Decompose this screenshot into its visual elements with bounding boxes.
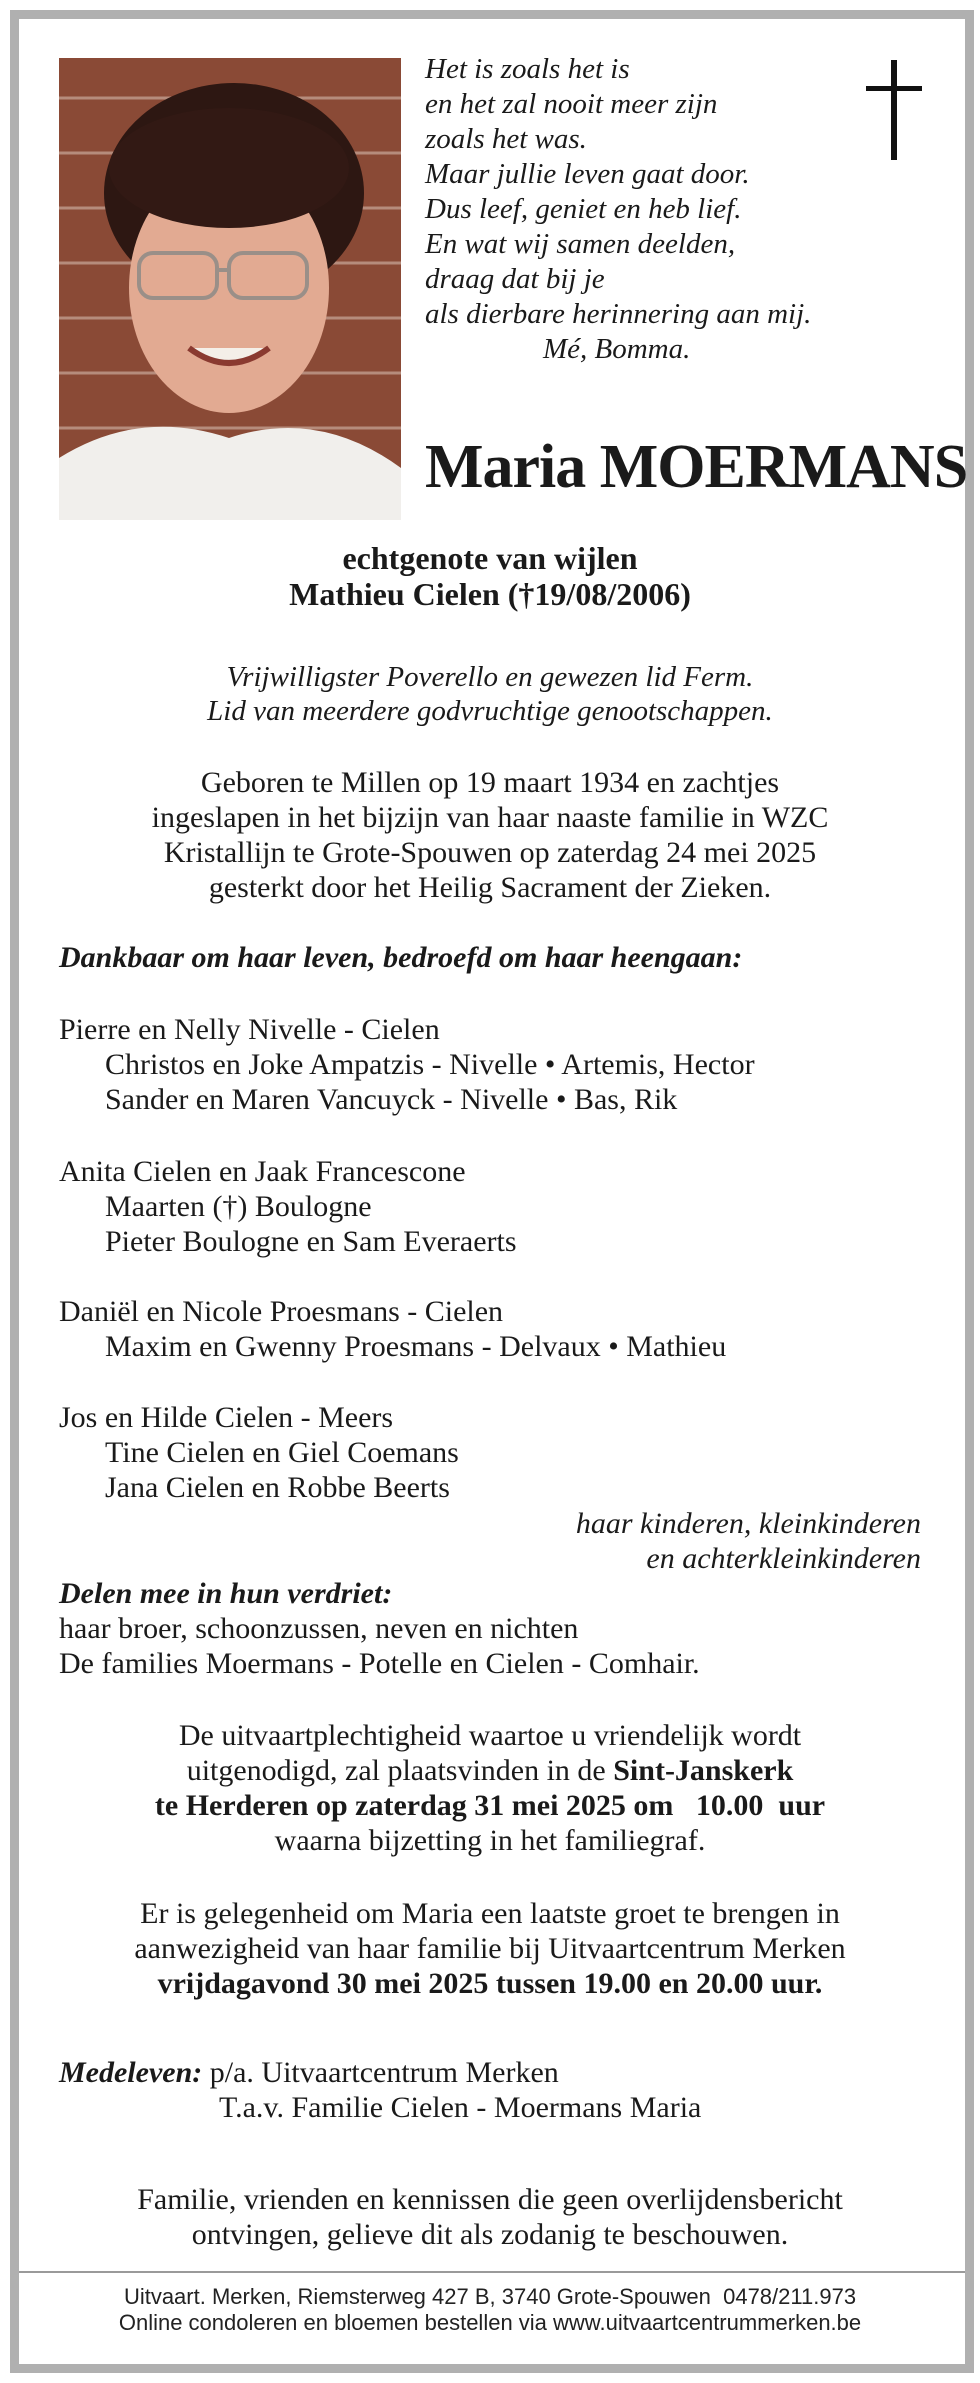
- family-member: Maxim en Gwenny Proesmans - Delvaux • Mathieu: [105, 1330, 727, 1363]
- family-head: Jos en Hilde Cielen - Meers: [59, 1401, 394, 1434]
- footer-address: Uitvaart. Merken, Riemsterweg 427 B, 3740 Grote-Spouwen 0478/211.973: [123, 2284, 857, 2309]
- ceremony-info: [40, 1718, 940, 1858]
- poem-line: zoals het was.: [425, 123, 587, 155]
- bio-line: gesterkt door het Heilig Sacrament der Zieken.: [208, 871, 772, 904]
- family-group: [59, 1012, 939, 1117]
- bio-line: Geboren te Millen op 19 maart 1934 en zachtjes: [200, 766, 780, 799]
- bio-line: ingeslapen in het bijzijn van haar naaste familie in WZC: [151, 801, 829, 834]
- family-member: Maarten (†) Boulogne: [105, 1190, 372, 1223]
- family-group: [59, 1400, 939, 1505]
- portrait-photo: [59, 58, 401, 520]
- grateful-heading-text: Dankbaar om haar leven, bedroefd om haar heengaan:: [59, 941, 743, 974]
- relation-note: [59, 1506, 921, 1576]
- church-name: Sint-Janskerk: [613, 1754, 794, 1787]
- poem-line: draag dat bij je: [425, 263, 605, 295]
- closing-line: ontvingen, gelieve dit als zodanig te beschouwen.: [191, 2218, 789, 2251]
- family-head: Daniël en Nicole Proesmans - Cielen: [59, 1295, 504, 1328]
- family-member: Christos en Joke Ampatzis - Nivelle • Artemis, Hector: [105, 1048, 755, 1081]
- poem-line: Maar jullie leven gaat door.: [425, 158, 750, 190]
- family-member: Pieter Boulogne en Sam Everaerts: [105, 1225, 517, 1258]
- relation-line: haar kinderen, kleinkinderen: [575, 1507, 921, 1540]
- family-head: Anita Cielen en Jaak Francescone: [59, 1155, 466, 1188]
- share-section: [59, 1576, 939, 1681]
- poem-line: als dierbare herinnering aan mij.: [425, 298, 812, 330]
- ceremony-line: waarna bijzetting in het familiegraf.: [274, 1824, 706, 1857]
- ceremony-datetime: te Herderen op zaterdag 31 mei 2025 om 10.00 uur: [154, 1789, 826, 1822]
- share-line: De families Moermans - Potelle en Cielen - Comhair.: [59, 1647, 700, 1680]
- visitation-line: Er is gelegenheid om Maria een laatste groet te brengen in: [140, 1897, 840, 1930]
- bio-line: Kristallijn te Grote-Spouwen op zaterdag 24 mei 2025: [163, 836, 817, 869]
- relation-line: en achterkleinkinderen: [646, 1542, 921, 1575]
- family-group: [59, 1294, 939, 1364]
- footer-divider: [19, 2271, 965, 2273]
- footer: [40, 2284, 940, 2336]
- spouse-info: [40, 540, 940, 612]
- condolences-label: Medeleven:: [59, 2056, 203, 2089]
- visitation-datetime: vrijdagavond 30 mei 2025 tussen 19.00 en 20.00 uur.: [157, 1967, 823, 2000]
- poem-line: en het zal nooit meer zijn: [425, 88, 718, 120]
- spouse-name: Mathieu Cielen (†19/08/2006): [289, 576, 691, 612]
- latin-cross-icon: [866, 60, 922, 160]
- footer-online: Online condoleren en bloemen bestellen via www.uitvaartcentrummerken.be: [118, 2310, 862, 2335]
- family-member: Tine Cielen en Giel Coemans: [105, 1436, 459, 1469]
- spouse-line: echtgenote van wijlen: [342, 540, 638, 576]
- deceased-name: Maria MOERMANS: [425, 433, 968, 501]
- closing-note: [40, 2182, 940, 2252]
- condolences: [59, 2055, 939, 2125]
- grateful-heading: [59, 940, 939, 975]
- condolences-attention: T.a.v. Familie Cielen - Moermans Maria: [219, 2091, 702, 2124]
- biography: [40, 765, 940, 905]
- condolences-address: p/a. Uitvaartcentrum Merken: [202, 2056, 559, 2089]
- share-heading: Delen mee in hun verdriet:: [59, 1577, 393, 1610]
- poem: [425, 52, 895, 367]
- poem-line: Dus leef, geniet en heb lief.: [425, 193, 742, 225]
- ceremony-line: [40, 1753, 940, 1788]
- visitation-line: aanwezigheid van haar familie bij Uitvaartcentrum Merken: [134, 1932, 846, 1965]
- family-member: Sander en Maren Vancuyck - Nivelle • Bas, Rik: [105, 1083, 678, 1116]
- ceremony-text: uitgenodigd, zal plaatsvinden in de: [186, 1754, 614, 1787]
- share-line: haar broer, schoonzussen, neven en nichten: [59, 1612, 579, 1645]
- poem-signature: Mé, Bomma.: [543, 333, 691, 365]
- closing-line: Familie, vrienden en kennissen die geen overlijdensbericht: [137, 2183, 843, 2216]
- role-line: Lid van meerdere godvruchtige genootschappen.: [207, 695, 773, 727]
- ceremony-line: De uitvaartplechtigheid waartoe u vriendelijk wordt: [178, 1719, 802, 1752]
- visitation-info: [40, 1896, 940, 2001]
- role-line: Vrijwilligster Poverello en gewezen lid Ferm.: [226, 661, 754, 693]
- family-head: Pierre en Nelly Nivelle - Cielen: [59, 1013, 440, 1046]
- roles: [40, 660, 940, 728]
- poem-line: En wat wij samen deelden,: [425, 228, 736, 260]
- family-member: Jana Cielen en Robbe Beerts: [105, 1471, 450, 1504]
- poem-line: Het is zoals het is: [425, 53, 630, 85]
- family-group: [59, 1154, 939, 1259]
- ceremony-line: [40, 1788, 940, 1823]
